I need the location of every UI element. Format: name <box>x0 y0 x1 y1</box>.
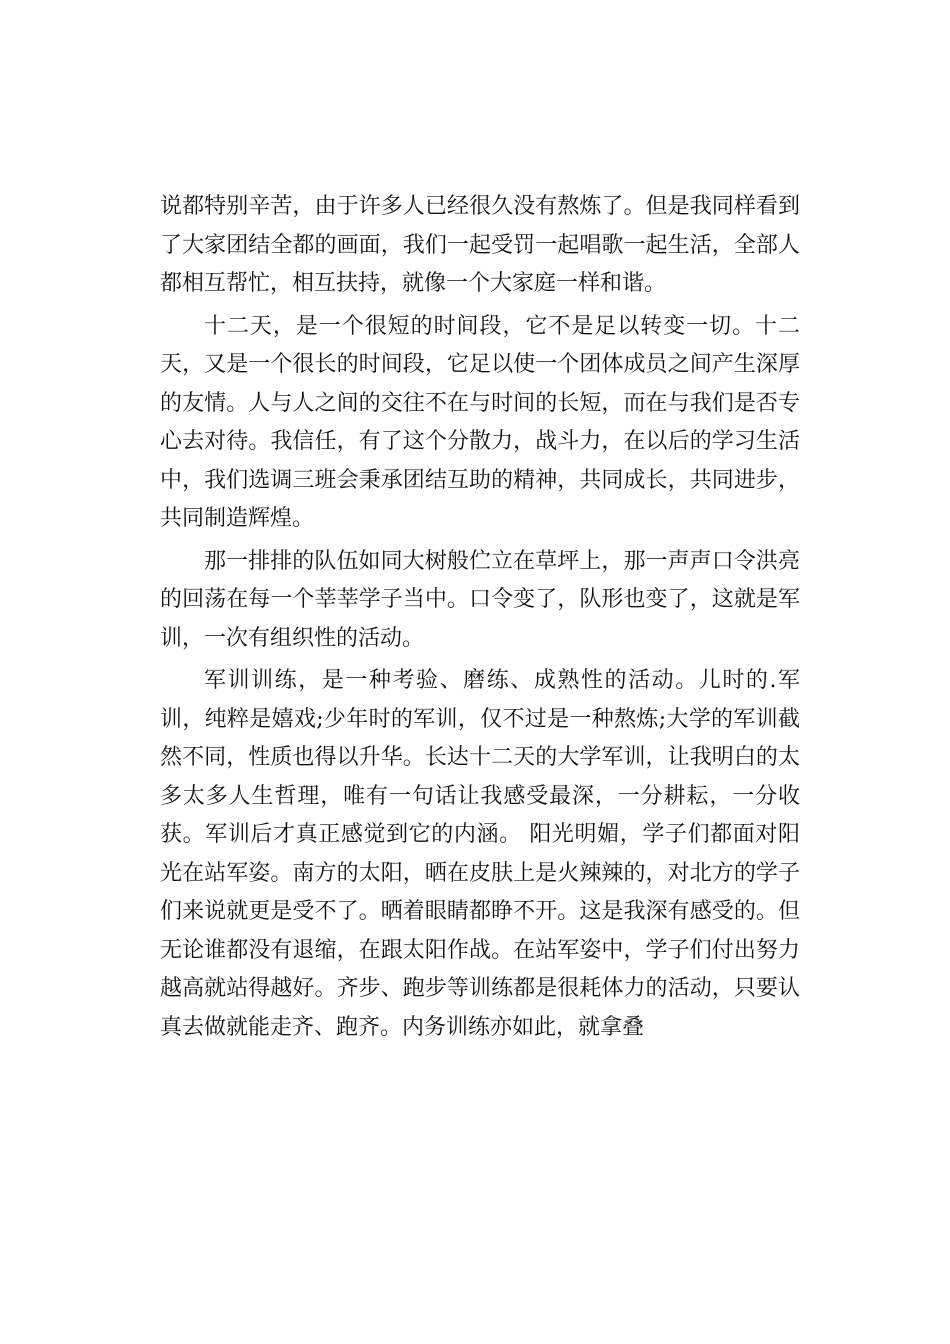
document-body <box>160 188 800 1047</box>
paragraph-continued: 说都特别辛苦，由于许多人已经很久没有熬炼了。但是我同样看到了大家团结全都的画面，我们一起受罚一起唱歌一起生活，全部人都相互帮忙，相互扶持，就像一个大家庭一样和谐。 <box>160 194 800 296</box>
paragraph-military-training: 军训训练，是一种考验、磨练、成熟性的活动。儿时的.军训，纯粹是嬉戏;少年时的军训，仅不过是一种熬炼;大学的军训截然不同，性质也得以升华。长达十二天的大学军训，让我明白的太多太多人生哲理，唯有一句话让我感受最深，一分耕耘，一分收获。军训后才真正感觉到它的内涵。 阳光明媚，学子们都面对阳光在站军姿。南方的太阳，晒在皮肤上是火辣辣的，对北方的学子们来说就更是受不了。晒着眼睛都睁不开。这是我深有感受的。但无论谁都没有退缩，在跟太阳作战。在站军姿中，学子们付出努力越高就站得越好。齐步、跑步等训练都是很耗体力的活动，只要认真去做就能走齐、跑齐。内务训练亦如此，就拿叠 <box>160 668 800 1040</box>
paragraph-twelve-days: 十二天，是一个很短的时间段，它不是足以转变一切。十二天，又是一个很长的时间段，它足以使一个团体成员之间产生深厚的友情。人与人之间的交往不在与时间的长短，而在与我们是否专心去对待。我信任，有了这个分散力，战斗力，在以后的学习生活中，我们选调三班会秉承团结互助的精神，共同成长，共同进步，共同制造辉煌。 <box>160 313 800 531</box>
paragraph-ranks: 那一排排的队伍如同大树般伫立在草坪上，那一声声口令洪亮的回荡在每一个莘莘学子当中。口令变了，队形也变了，这就是军训，一次有组织性的活动。 <box>160 548 800 651</box>
